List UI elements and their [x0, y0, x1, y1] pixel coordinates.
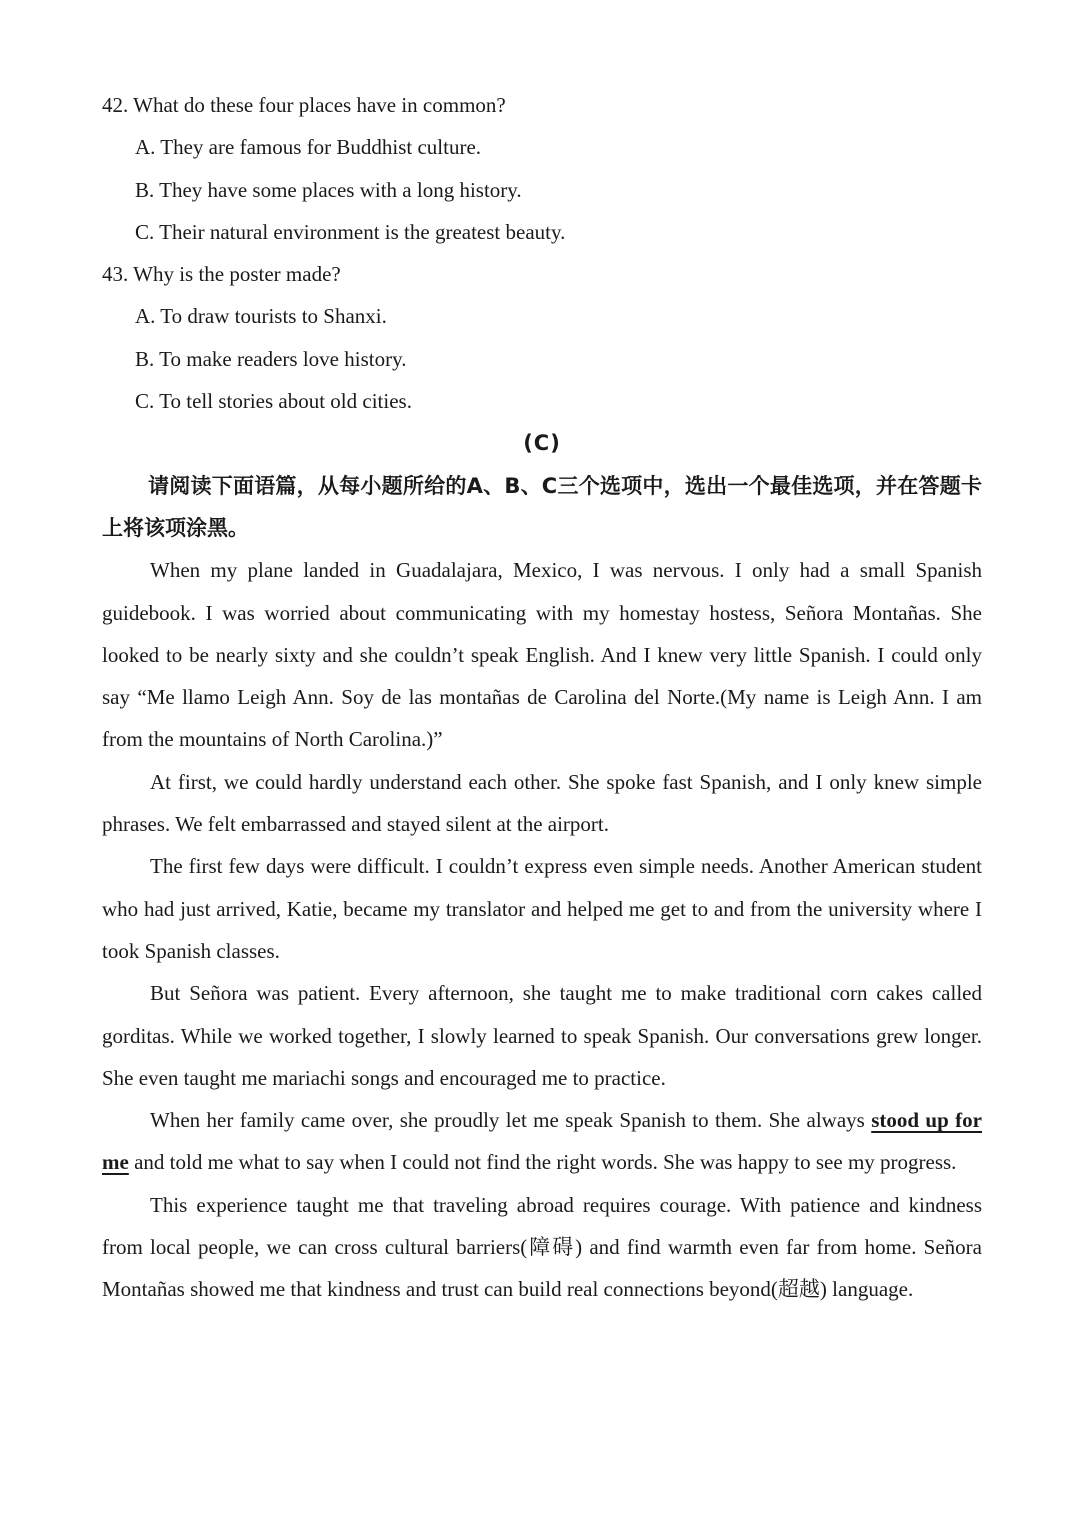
- question-42: [102, 84, 982, 253]
- question-43: [102, 253, 982, 422]
- option-c: C. To tell stories about old cities.: [135, 389, 412, 414]
- passage-paragraph: When my plane landed in Guadalajara, Mexico, I was nervous. I only had a small Spanish guidebook. I was worried about communicating with my homestay hostess, Señora Montañas. She looked to be nearly sixty and she couldn’t speak English. And I knew very little Spanish. I could only say “Me llamo Leigh Ann. Soy de las montañas de Carolina del Norte.(My name is Leigh Ann. I am from the mountains of North Carolina.)”: [102, 558, 982, 752]
- underlined-phrase: stood up for me: [102, 1108, 982, 1175]
- option-b: B. They have some places with a long history.: [135, 177, 522, 202]
- option-c: C. Their natural environment is the greatest beauty.: [135, 219, 566, 244]
- exam-page: [102, 84, 982, 1311]
- passage-paragraph: This experience taught me that traveling abroad requires courage. With patience and kindness from local people, we can cross cultural barriers(障碍) and find warmth even far from home. Señora Montañas showed me that kindness and trust can build real connections beyond(超越) language.: [102, 1192, 982, 1302]
- passage-paragraph: The first few days were difficult. I couldn’t express even simple needs. Another American student who had just arrived, Katie, became my translator and helped me get to and from the university where I took Spanish classes.: [102, 854, 982, 963]
- section-title: (C): [523, 431, 561, 456]
- section-instruction: 请阅读下面语篇，从每小题所给的A、B、C三个选项中，选出一个最佳选项，并在答题卡上将该项涂黑。: [102, 473, 982, 540]
- reading-passage: [102, 549, 982, 1310]
- option-b: B. To make readers love history.: [135, 346, 407, 371]
- passage-paragraph: [102, 1099, 982, 1184]
- paragraph-text: When her family came over, she proudly let me speak Spanish to them. She always: [150, 1108, 872, 1133]
- option-a: A. They are famous for Buddhist culture.: [135, 135, 482, 160]
- option-a: A. To draw tourists to Shanxi.: [135, 304, 387, 329]
- question-stem: 43. Why is the poster made?: [102, 262, 341, 287]
- question-stem: 42. What do these four places have in common?: [102, 93, 506, 117]
- passage-paragraph: At first, we could hardly understand each other. She spoke fast Spanish, and I only knew simple phrases. We felt embarrassed and stayed silent at the airport.: [102, 769, 982, 837]
- passage-paragraph: But Señora was patient. Every afternoon, she taught me to make traditional corn cakes called gorditas. While we worked together, I slowly learned to speak Spanish. Our conversations grew longer. She even taught me mariachi songs and encouraged me to practice.: [102, 981, 982, 1090]
- paragraph-text: and told me what to say when I could not find the right words. She was happy to see my progress.: [128, 1150, 957, 1175]
